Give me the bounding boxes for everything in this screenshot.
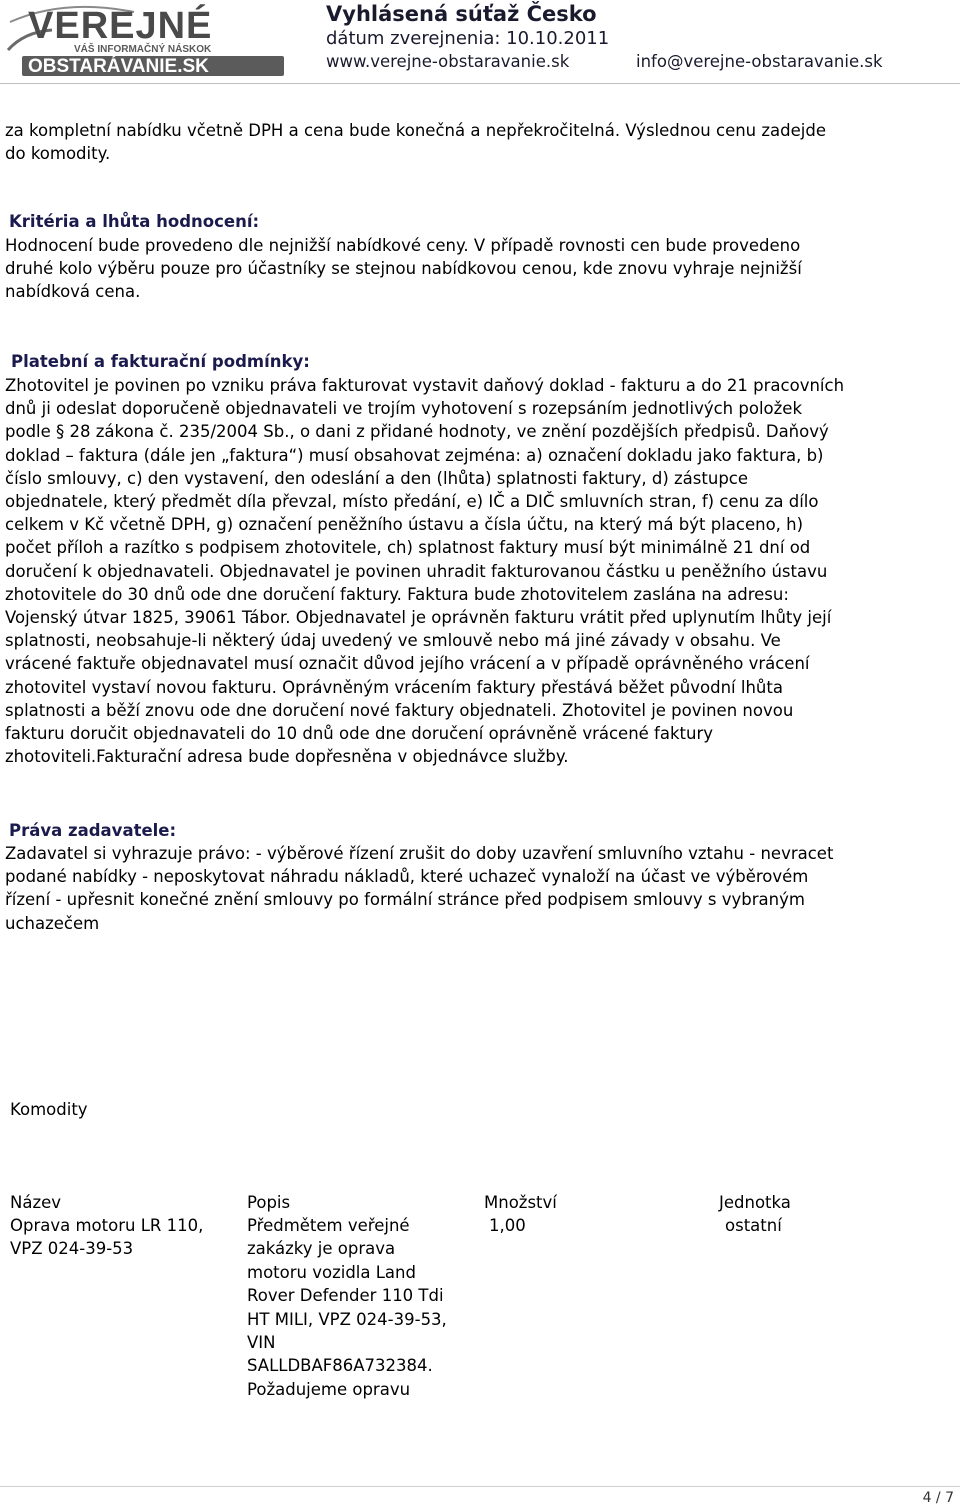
column-header-unit: Jednotka [719,1193,791,1212]
column-header-description: Popis [247,1193,291,1212]
column-header-quantity: Množství [484,1193,557,1212]
logo-tagline: VÁŠ INFORMAČNÝ NÁSKOK [74,44,212,55]
logo-main-text: VEREJNÉ [28,5,213,47]
payment-heading: Platební a fakturační podmínky: [11,352,310,371]
logo-sub-text: OBSTARÁVANIE.SK [28,56,209,77]
rights-heading: Práva zadavatele: [9,821,177,840]
header-divider [0,83,960,84]
row-name: Oprava motoru LR 110, VPZ 024-39-53 [10,1216,204,1259]
website-link[interactable]: www.verejne-obstaravanie.sk [326,52,570,71]
rights-paragraph: Zadavatel si vyhrazuje právo: - výběrové řízení zrušit do doby uzavření smluvního vztahu - nevracet podané nabídky - neposkytovat náhradu nákladů, které uchazeč vynaloží na účast ve výběrovém řízení - upřesnit konečné znění smlouvy po formální stránce před podpisem smlouvy s vybraným uchazečem [5,844,834,933]
page-title: Vyhlásená súťaž Česko [326,2,597,26]
criteria-heading: Kritéria a lhůta hodnocení: [9,212,260,231]
row-description: Předmětem veřejné zakázky je oprava motoru vozidla Land Rover Defender 110 Tdi HT MILI, VPZ 024-39-53, VIN SALLDBAF86A732384. Požadujeme opravu [247,1216,447,1399]
email-link[interactable]: info@verejne-obstaravanie.sk [636,52,883,71]
intro-paragraph: za kompletní nabídku včetně DPH a cena bude konečná a nepřekročitelná. Výslednou cenu zadejde do komodity. [5,121,826,164]
page-number: 4 / 7 [922,1490,954,1506]
footer-divider [0,1486,960,1487]
page-header [0,0,960,80]
column-header-name: Název [10,1193,62,1212]
commodities-label: Komodity [10,1100,88,1119]
verejne-obstaravanie-logo [4,2,294,78]
publication-date: dátum zverejnenia: 10.10.2011 [326,28,610,49]
row-quantity: 1,00 [489,1216,526,1235]
row-unit: ostatní [725,1216,782,1235]
payment-paragraph: Zhotovitel je povinen po vzniku práva fakturovat vystavit daňový doklad - fakturu a do 21 pracovních dnů ji odeslat doporučeně objednavateli ve trojím vyhotovení s rozepsáním jednotlivých položek podle § 28 zákona č. 235/2004 Sb., o dani z přidané hodnoty, ve znění pozdějších předpisů. Daňový doklad – faktura (dále jen „faktura“) musí obsahovat zejména: a) označení dokladu jako faktura, b) číslo smlouvy, c) den vystavení, den odeslání a den (lhůta) splatnosti faktury, d) zástupce objednatele, který předmět díla převzal, místo předání, e) IČ a DIČ smluvních stran, f) cenu za dílo celkem v Kč včetně DPH, g) označení peněžního ústavu a čísla účtu, na který má být placeno, h) počet příloh a razítko s podpisem zhotovitele, ch) splatnost faktury musí být minimálně 21 dní od doručení k objednavateli. Objednavatel je povinen uhradit fakturovanou částku u peněžního ústavu zhotovitele do 30 dnů ode dne doručení faktury. Faktura bude zhotovitelem zaslána na adresu: Vojenský útvar 1825, 39061 Tábor. Objednavatel je oprávněn fakturu vrátit před uplynutím lhůty její splatnosti, neobsahuje-li některý údaj uvedený ve smlouvě nebo má jiné závady v obsahu. Ve vrácené faktuře objednavatel musí označit důvod jejího vrácení a v případě oprávněného vrácení zhotovitel vystaví novou fakturu. Oprávněným vrácením faktury přestává běžet původní lhůta splatnosti a běží znovu ode dne doručení nové faktury objednateli. Zhotovitel je povinen novou fakturu doručit objednavateli do 10 dnů ode dne doručení oprávněně vrácené faktury zhotoviteli.Fakturační adresa bude dopřesněna v objednávce služby. [5,376,845,767]
criteria-paragraph: Hodnocení bude provedeno dle nejnižší nabídkové ceny. V případě rovnosti cen bude provedeno druhé kolo výběru pouze pro účastníky se stejnou nabídkovou cenou, kde znovu vyhraje nejnižší nabídková cena. [5,236,802,302]
